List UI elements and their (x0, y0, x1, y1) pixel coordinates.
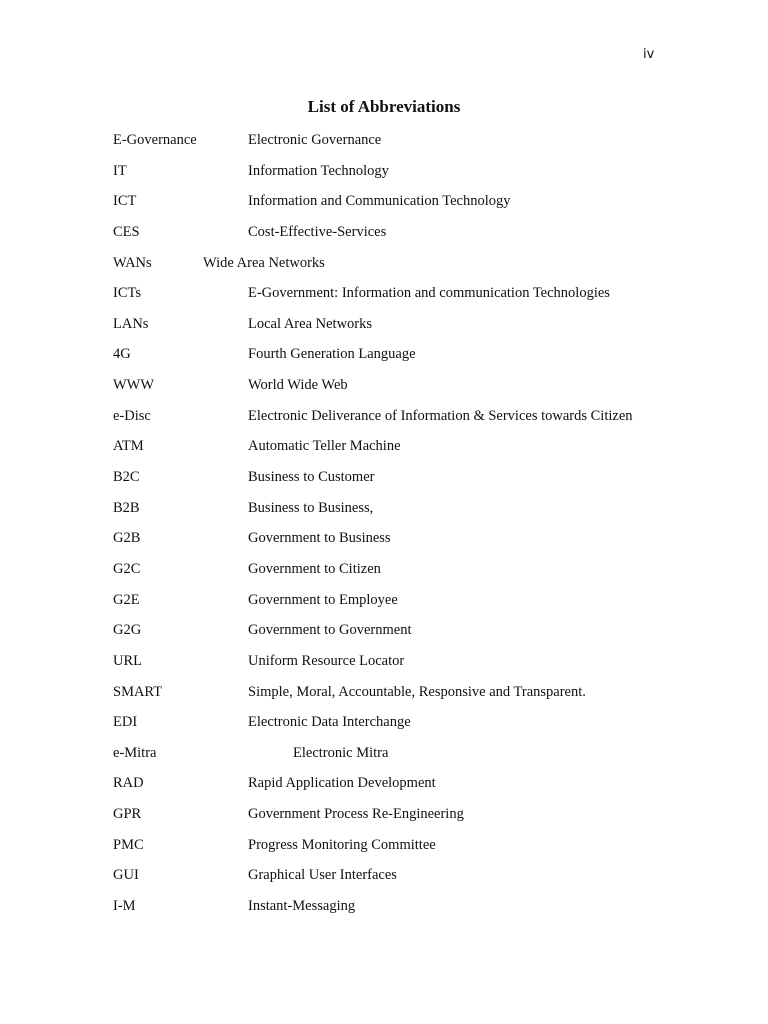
abbreviation-term: RAD (113, 775, 144, 792)
abbreviation-definition: Automatic Teller Machine (248, 438, 401, 455)
abbreviation-term: e-Mitra (113, 744, 157, 761)
abbreviation-definition: Fourth Generation Language (248, 346, 416, 363)
abbreviation-definition: Instant-Messaging (248, 898, 356, 915)
abbreviation-definition: Government to Business (248, 530, 391, 547)
abbreviation-row (113, 683, 733, 714)
abbreviation-definition: Electronic Mitra (293, 744, 389, 761)
abbreviation-definition: Local Area Networks (248, 315, 373, 332)
abbreviation-term: CES (113, 223, 140, 240)
abbreviation-term: EDI (113, 714, 138, 731)
abbreviation-row (113, 315, 733, 346)
abbreviation-definition: Cost-Effective-Services (248, 223, 387, 240)
abbreviation-row (113, 223, 733, 254)
abbreviation-definition: Simple, Moral, Accountable, Responsive and Transparent. (248, 683, 586, 700)
abbreviation-term: B2C (113, 469, 140, 486)
abbreviation-row (113, 774, 733, 805)
abbreviation-term: ICTs (113, 285, 141, 302)
abbreviation-row (113, 437, 733, 468)
abbreviation-term: PMC (113, 836, 144, 853)
abbreviation-term: GUI (113, 867, 139, 884)
abbreviation-term: GPR (113, 806, 142, 823)
abbreviation-definition: Business to Customer (248, 469, 375, 486)
abbreviation-row (113, 560, 733, 591)
abbreviation-definition: Government Process Re-Engineering (248, 806, 464, 823)
abbreviation-definition: Business to Business, (248, 499, 374, 516)
abbreviation-definition: World Wide Web (248, 377, 348, 394)
abbreviation-row (113, 897, 733, 928)
abbreviation-definition: E-Government: Information and communication Technologies (248, 285, 610, 302)
abbreviation-term: G2E (113, 591, 140, 608)
abbreviation-term: B2B (113, 499, 140, 516)
abbreviation-list (113, 131, 733, 928)
abbreviation-definition: Government to Government (248, 622, 412, 639)
abbreviation-row (113, 866, 733, 897)
abbreviation-row (113, 621, 733, 652)
abbreviation-definition: Wide Area Networks (203, 254, 325, 271)
abbreviation-definition: Rapid Application Development (248, 775, 436, 792)
abbreviation-term: SMART (113, 683, 163, 700)
abbreviation-row (113, 529, 733, 560)
abbreviation-definition: Information and Communication Technology (248, 193, 511, 210)
abbreviation-term: IT (113, 162, 127, 179)
abbreviation-term: G2B (113, 530, 141, 547)
abbreviation-term: WANs (113, 254, 152, 271)
abbreviation-term: e-Disc (113, 407, 151, 424)
abbreviation-term: URL (113, 652, 142, 669)
abbreviation-row (113, 468, 733, 499)
abbreviation-definition: Government to Employee (248, 591, 398, 608)
abbreviation-row (113, 652, 733, 683)
abbreviation-term: ICT (113, 193, 137, 210)
page-title: List of Abbreviations (307, 97, 461, 116)
abbreviation-row (113, 345, 733, 376)
abbreviation-row (113, 744, 733, 775)
abbreviation-definition: Uniform Resource Locator (248, 652, 405, 669)
abbreviation-row (113, 376, 733, 407)
abbreviation-definition: Progress Monitoring Committee (248, 836, 436, 853)
abbreviation-definition: Information Technology (248, 162, 389, 179)
abbreviation-row (113, 713, 733, 744)
abbreviation-definition: Electronic Governance (248, 132, 382, 148)
abbreviation-definition: Electronic Deliverance of Information & Services towards Citizen (248, 407, 633, 424)
abbreviation-definition: Electronic Data Interchange (248, 714, 411, 731)
page-number: iv (643, 47, 655, 62)
abbreviation-term: G2G (113, 622, 142, 639)
abbreviation-definition: Government to Citizen (248, 560, 381, 577)
abbreviation-row (113, 192, 733, 223)
abbreviation-term: LANs (113, 315, 149, 332)
abbreviation-row (113, 805, 733, 836)
abbreviation-term: WWW (113, 377, 155, 394)
abbreviation-term: G2C (113, 560, 141, 577)
abbreviation-definition: Graphical User Interfaces (248, 867, 397, 884)
abbreviation-term: I-M (113, 898, 136, 915)
abbreviation-term: ATM (113, 438, 144, 455)
abbreviation-row (113, 591, 733, 622)
abbreviation-term: E-Governance (113, 132, 197, 148)
abbreviation-row (113, 284, 733, 315)
abbreviation-row (113, 131, 733, 162)
abbreviation-row (113, 499, 733, 530)
abbreviation-row (113, 254, 733, 285)
abbreviation-row (113, 162, 733, 193)
abbreviation-row (113, 407, 733, 438)
abbreviation-row (113, 836, 733, 867)
abbreviation-term: 4G (113, 346, 131, 363)
